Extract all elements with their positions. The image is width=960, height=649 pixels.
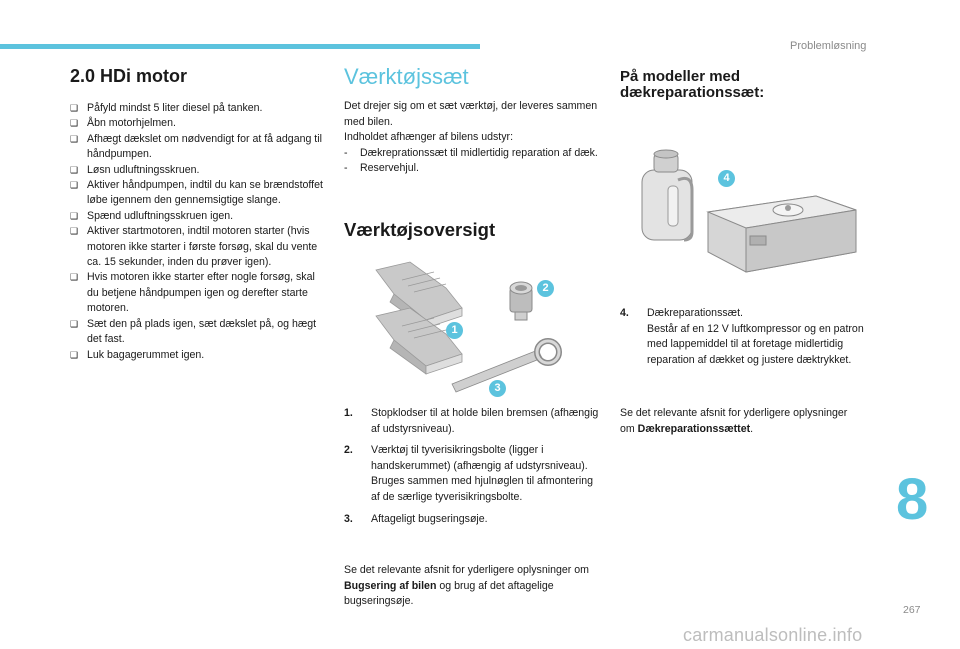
tools-drawing: [354, 258, 584, 398]
checkbox-bullet-icon: ❑: [70, 226, 79, 237]
checkbox-bullet-icon: ❑: [70, 133, 79, 144]
dash-item: - Reservehjul.: [344, 161, 599, 177]
air-compressor-icon: [708, 196, 856, 272]
checkbox-bullet-icon: ❑: [70, 210, 79, 221]
checkbox-bullet-icon: ❑: [70, 272, 79, 283]
checkbox-bullet-icon: ❑: [70, 349, 79, 360]
intro-text-1: Det drejer sig om et sæt værktøj, der leveres sammen med bilen.: [344, 100, 598, 128]
repair-kit-illustration: [638, 140, 863, 280]
chapter-number: 8: [896, 467, 929, 532]
step-item: ❑ Løsn udluftningsskruen.: [70, 163, 325, 178]
step-item: ❑ Aktiver startmotoren, indtil motoren starter (hvis motoren ikke starter i første forsøg, skal du vente ca. 15 sekunder, inden du prøver igen).: [70, 225, 318, 269]
step-item: ❑ Åbn motorhjelmen.: [70, 116, 325, 131]
toolkit-intro: [344, 99, 599, 177]
repair-kit-drawing: [638, 140, 863, 280]
step-item: ❑ Aktiver håndpumpen, indtil du kan se brændstoffet løbe igennem den gennemsigtige slange.: [70, 179, 323, 207]
towing-eye-icon: [452, 341, 559, 392]
step-item: ❑ Hvis motoren ikke starter efter nogle forsøg, skal du betjene håndpumpen igen og derefter starte motoren.: [70, 271, 315, 315]
towing-reference-note: Se det relevante afsnit for yderligere oplysninger om Bugsering af bilen og brug af det aftagelige bugseringsøje.: [344, 564, 589, 608]
heading-repair-kit: På modeller med dækreparationssæt:: [620, 68, 765, 101]
sealant-cartridge-icon: [642, 150, 692, 240]
intro-text-2: Indholdet afhænger af bilens udstyr:: [344, 131, 514, 144]
repair-kit-reference-note: Se det relevante afsnit for yderligere oplysninger om Dækreparationssættet.: [620, 407, 848, 435]
tool-item-1: 1. Stopklodser til at holde bilen bremsen (afhængig af udstyrsniveau).: [344, 407, 599, 435]
repair-kit-item: 4. Dækreparationssæt. Består af en 12 V luftkompressor og en patron med lappemiddel til at foretage midlertidig reparation af dækket og justere dæktrykket.: [620, 307, 864, 366]
checkbox-bullet-icon: ❑: [70, 103, 79, 113]
dash-icon: -: [344, 146, 348, 159]
tool-item-3: 3. Aftageligt bugseringsøje.: [344, 512, 488, 525]
page-number: 267: [903, 604, 921, 616]
step-item: ❑ Sæt den på plads igen, sæt dækslet på, og hægt det fast.: [70, 317, 317, 346]
dash-item: - Dækreprationssæt til midlertidig reparation af dæk.: [344, 146, 599, 162]
step-item: ❑ Luk bagagerummet igen.: [70, 348, 325, 363]
callout-badge-2: 2: [537, 280, 554, 297]
tool-item-list: [344, 406, 599, 527]
anti-theft-socket-icon: [510, 282, 532, 320]
header-accent-bar: [0, 44, 480, 49]
section-title: Problemløsning: [790, 40, 867, 52]
checkbox-bullet-icon: ❑: [70, 118, 79, 129]
heading-tool-overview: Værktøjsoversigt: [344, 219, 496, 240]
tools-illustration: [354, 258, 584, 398]
checkbox-bullet-icon: ❑: [70, 318, 79, 329]
checkbox-bullet-icon: ❑: [70, 164, 79, 175]
callout-badge-3: 3: [489, 380, 506, 397]
tool-item-2: 2. Værktøj til tyverisikringsbolte (ligger i handskerummet) (afhængig af udstyrsniveau). Bruges sammen med hjulnøglen til afmontering af de særlige tyverisikringsbolte.: [344, 444, 593, 503]
heading-hdi-motor: 2.0 HDi motor: [70, 66, 188, 86]
step-item: ❑ Påfyld mindst 5 liter diesel på tanken.: [70, 101, 325, 116]
dash-icon: -: [344, 162, 348, 175]
step-item: ❑ Afhægt dækslet om nødvendigt for at få adgang til håndpumpen.: [70, 132, 322, 161]
step-list: [70, 101, 325, 363]
callout-badge-4: 4: [718, 170, 735, 187]
checkbox-bullet-icon: ❑: [70, 180, 79, 191]
step-item: ❑ Spænd udluftningsskruen igen.: [70, 209, 325, 224]
watermark: carmanualsonline.info: [683, 625, 863, 645]
callout-badge-1: 1: [446, 322, 463, 339]
heading-toolkit: Værktøjssæt: [344, 64, 469, 89]
